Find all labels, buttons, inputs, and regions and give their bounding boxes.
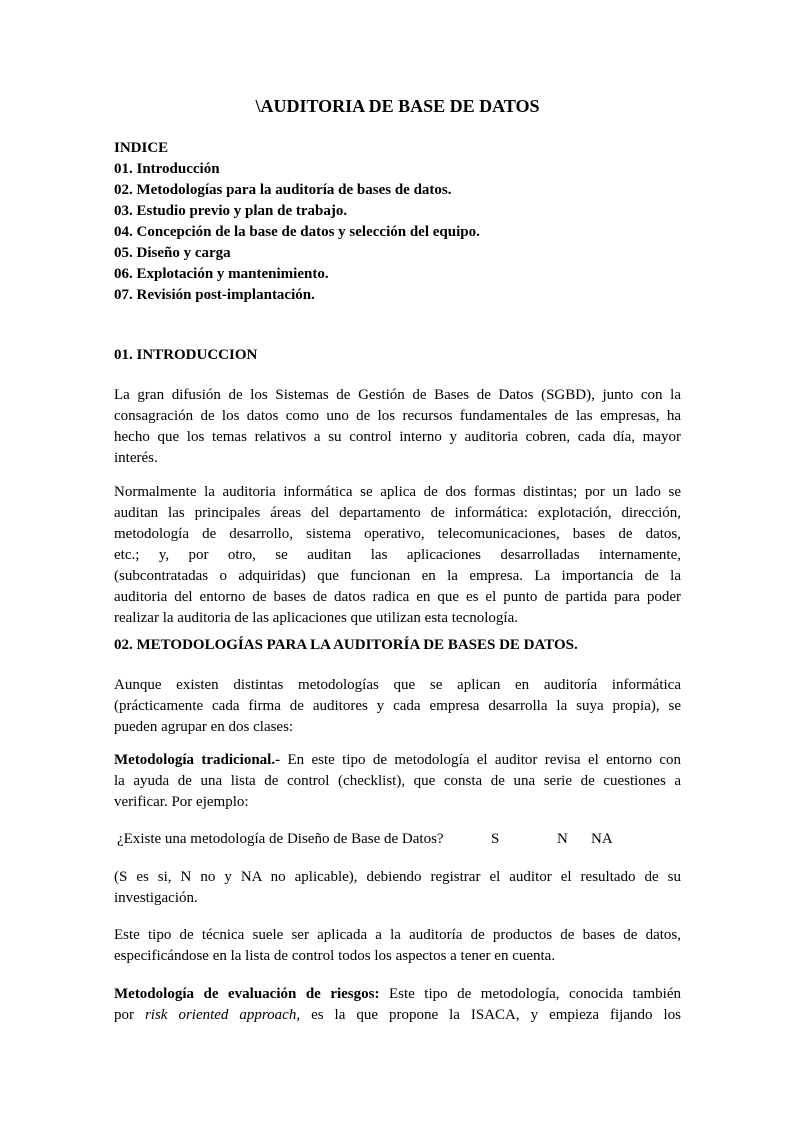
text-line: hecho que los temas relativos a su control interno y auditoria cobren, cada día, mayor	[114, 429, 681, 445]
text-line: especificándose en la lista de control todos los aspectos a tener en cuenta.	[114, 948, 556, 964]
toc-item: 03. Estudio previo y plan de trabajo.	[114, 203, 348, 219]
option-na: NA	[591, 831, 613, 847]
document-title: \AUDITORIA DE BASE DE DATOS	[255, 96, 540, 116]
paragraph-evaluacion-riesgos	[114, 984, 681, 1026]
paragraph-metodologia-tradicional	[114, 750, 681, 813]
paragraph-intro-1	[114, 385, 681, 469]
toc-heading: INDICE	[114, 140, 169, 156]
text-line: (prácticamente cada firma de auditores y cada empresa desarrolla la suya propia), se	[114, 698, 681, 714]
term-risk-oriented-approach: risk oriented approach,	[144, 1007, 301, 1023]
toc-item: 06. Explotación y mantenimiento.	[114, 266, 329, 282]
text-line: la ayuda de una lista de control (checklist), que consta de una serie de cuestiones a	[114, 773, 681, 789]
text-line: Normalmente la auditoria informática se aplica de dos formas distintas; por un lado se	[114, 484, 681, 500]
text-line: (subcontratadas o adquiridas) que funcionan en la empresa. La importancia de la	[114, 568, 681, 584]
text-line: realizar la auditoria de las aplicaciones que utilizan esta tecnología.	[114, 610, 518, 626]
text-line: (S es si, N no y NA no aplicable), debiendo registrar el auditor el resultado de su	[114, 869, 681, 885]
checklist-question	[114, 829, 681, 850]
paragraph-intro-2	[114, 482, 681, 629]
option-n: N	[557, 831, 568, 847]
text-line: Aunque existen distintas metodologías que se aplican en auditoría informática	[114, 677, 681, 693]
table-of-contents	[114, 138, 480, 306]
text-line: consagración de los datos como uno de los recursos fundamentales de las empresas, ha	[114, 408, 681, 424]
term-evaluacion-riesgos: Metodología de evaluación de riesgos:	[114, 986, 380, 1002]
text-line: verificar. Por ejemplo:	[114, 794, 249, 810]
text-line: metodología de desarrollo, sistema operativo, telecomunicaciones, bases de datos,	[114, 526, 681, 542]
text-line: auditan las principales áreas del departamento de informática: explotación, dirección,	[114, 505, 681, 521]
text-line: auditoria del entorno de bases de datos radica en que es el punto de partida para poder	[114, 589, 681, 605]
toc-item: 01. Introducción	[114, 161, 220, 177]
toc-item: 07. Revisión post-implantación.	[114, 287, 315, 303]
term-metodologia-tradicional: Metodología tradicional.-	[114, 752, 281, 768]
text-line: La gran difusión de los Sistemas de Gestión de Bases de Datos (SGBD), junto con la	[114, 387, 681, 403]
text-line: etc.; y, por otro, se auditan las aplicaciones desarrolladas internamente,	[114, 547, 681, 563]
text-line: pueden agrupar en dos clases:	[114, 719, 294, 735]
toc-item: 04. Concepción de la base de datos y selección del equipo.	[114, 224, 480, 240]
text-span: es la que propone la ISACA, y empieza fijando los	[300, 1007, 681, 1023]
text-line: Este tipo de técnica suele ser aplicada a la auditoría de productos de bases de datos,	[114, 927, 681, 943]
text-span: En este tipo de metodología el auditor revisa el entorno con	[280, 752, 681, 768]
option-s: S	[491, 831, 500, 847]
paragraph-metodologias-1	[114, 675, 681, 738]
section-heading-introduccion: 01. INTRODUCCION	[114, 347, 258, 363]
toc-item: 05. Diseño y carga	[114, 245, 231, 261]
text-line	[114, 984, 681, 1005]
toc-item: 02. Metodologías para la auditoría de bases de datos.	[114, 182, 452, 198]
text-line: investigación.	[114, 890, 198, 906]
text-span: por	[114, 1007, 145, 1023]
paragraph-tecnica	[114, 925, 681, 967]
text-span: Este tipo de metodología, conocida también	[379, 986, 681, 1002]
section-heading-metodologias: 02. METODOLOGÍAS PARA LA AUDITORÍA DE BASES DE DATOS.	[114, 637, 578, 653]
question-text: ¿Existe una metodología de Diseño de Base de Datos?	[117, 831, 444, 847]
paragraph-checklist-key	[114, 867, 681, 909]
text-line	[114, 1005, 681, 1026]
text-line	[114, 750, 681, 771]
text-line: interés.	[114, 450, 158, 466]
